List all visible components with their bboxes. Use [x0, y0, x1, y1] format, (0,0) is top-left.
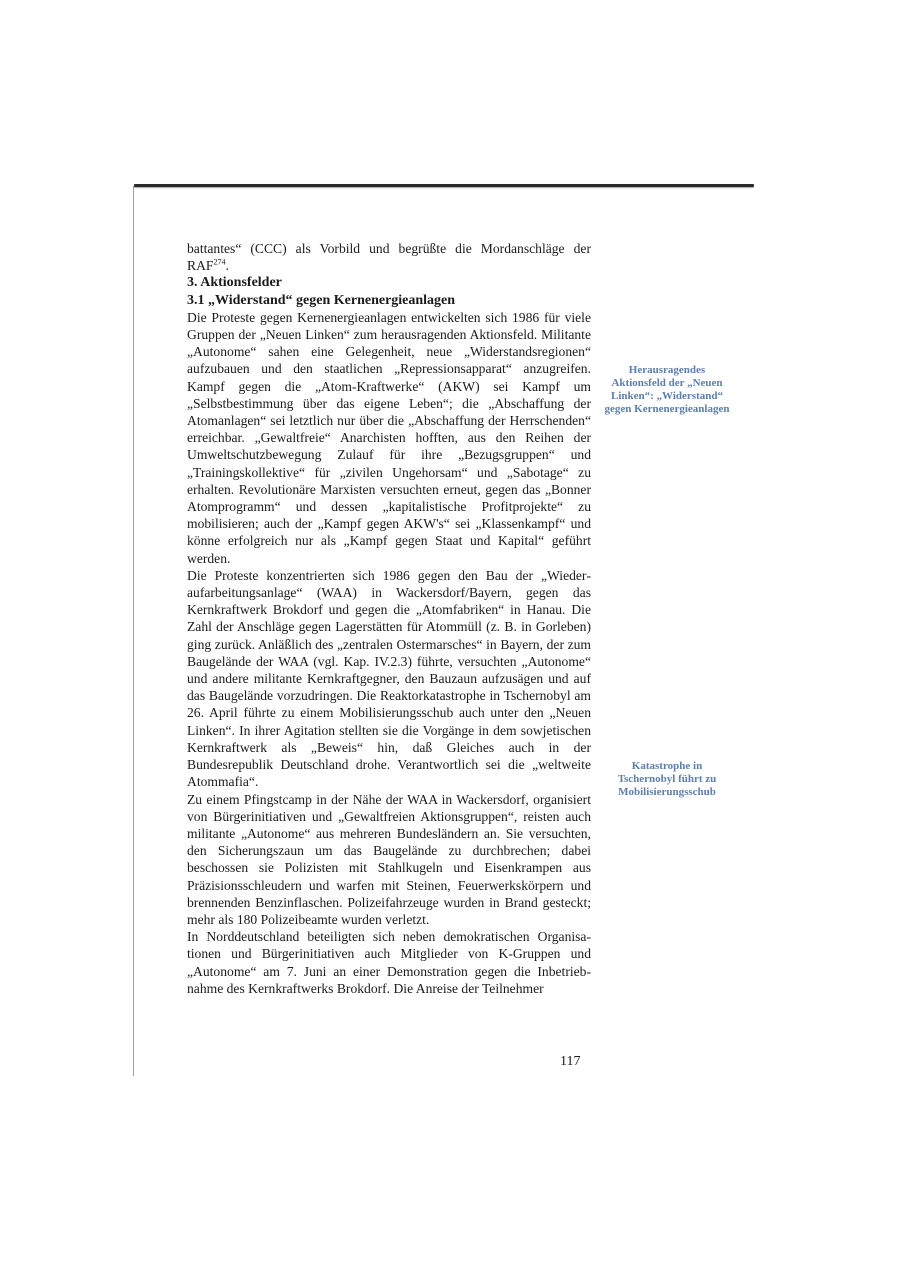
left-rule	[133, 186, 134, 1076]
intro-paragraph	[187, 240, 591, 274]
paragraph-4: In Norddeutschland beteiligten sich neben demokratischen Organisationen und Bürgerinitiativen auch Mitglieder von K-Gruppen und „Autonome“ am 7. Juni an einer Demonstration gegen die Inbetriebnahme des Kernkraftwerks Brokdorf. Die Anreise der Teilnehmer	[187, 929, 591, 996]
margin-note-1: Herausragendes Aktionsfeld der „Neuen Linken“: „Widerstand“ gegen Kernenergieanlagen	[604, 364, 730, 415]
main-text-column	[187, 240, 591, 997]
margin-note-2: Katastrophe in Tschernobyl führt zu Mobilisierungsschub	[617, 760, 717, 798]
footnote-ref: 274	[213, 257, 226, 267]
paragraph-2: Die Proteste konzentrierten sich 1986 gegen den Bau der „Wiederaufarbeitungsanlage“ (WAA) in Wackersdorf/Bayern, gegen das Kernkraftwerk Brokdorf und gegen die „Atomfabriken“ in Hanau. Die Zahl der Anschläge gegen Lagerstätten für Atommüll (z. B. in Gorleben) ging zurück. Anläßlich des „zentralen Ostermarsches“ in Bayern, der zum Baugelände der WAA (vgl. Kap. IV.2.3) führte, versuchten „Autonome“ und andere militante Kernkraftgegner, den Bauzaun aufzusägen und auf das Baugelände vorzudringen. Die Reaktorkatastrophe in Tschernobyl am 26. April führte zu einem Mobilisierungsschub auch unter den „Neuen Linken“. In ihrer Agitation stellten sie die Vorgänge in dem sowjetischen Kernkraftwerk als „Beweis“ hin, daß Gleiches auch in der Bundesrepublik Deutschland drohe. Verantwortlich sei die „weltweite Atommafia“.	[187, 567, 591, 790]
intro-text: battantes“ (CCC) als Vorbild und begrüßte die Mordanschläge der RAF	[187, 241, 591, 274]
paragraph-3: Zu einem Pfingstcamp in der Nähe der WAA in Wackersdorf, organisiert von Bürgerinitiativen und „Gewaltfreien Aktionsgruppen“, reisten auch militante „Autonome“ aus mehreren Bundesländern an. Sie versuchten, den Sicherungszaun um das Baugelände zu durchbrechen; dabei beschossen sie Polizisten mit Stahlkugeln und Eisenkrampen aus Präzisionsschleudern und warfen mit Steinen, Feuerwerkskörpern und brennenden Benzinflaschen. Polizeifahrzeuge wurden in Brand gesteckt; mehr als 180 Polizeibeamte wurden verletzt.	[187, 791, 591, 927]
intro-end: .	[225, 258, 229, 274]
section-heading: 3. Aktionsfelder	[187, 275, 282, 291]
page-number: 117	[560, 1054, 581, 1069]
paragraph-1: Die Proteste gegen Kernenergieanlagen entwickelten sich 1986 für viele Gruppen der „Neuen Linken“ zum herausragenden Aktionsfeld. Militante „Autonome“ sahen eine Gelegenheit, neue „Widerstandsregionen“ aufzubauen und den staatlichen „Repressionsapparat“ anzugreifen. Kampf gegen die „Atom-Kraftwerke“ (AKW) sei Kampf um „Selbstbestimmung über das eigene Leben“; die „Abschaffung der Atomanlagen“ sei letztlich nur über die „Abschaffung der Herrschenden“ erreichbar. „Gewaltfreie“ Anarchisten hofften, aus den Reihen der Umweltschutzbewegung Zulauf für ihre „Bezugsgruppen“ und „Trainingskollektive“ für „zivilen Ungehorsam“ und „Sabotage“ zu erhalten. Revolutionäre Marxisten versuchten erneut, gegen das „Bonner Atomprogramm“ und dessen „kapitalistische Profitprojekte“ zu mobilisieren; auch der „Kampf gegen AKW's“ sei „Klassenkampf“ und könne erfolgreich nur als „Kampf gegen Staat und Kapital“ geführt werden.	[187, 309, 591, 566]
top-rule	[134, 184, 754, 187]
subsection-heading: 3.1 „Widerstand“ gegen Kernenergieanlagen	[187, 292, 456, 308]
